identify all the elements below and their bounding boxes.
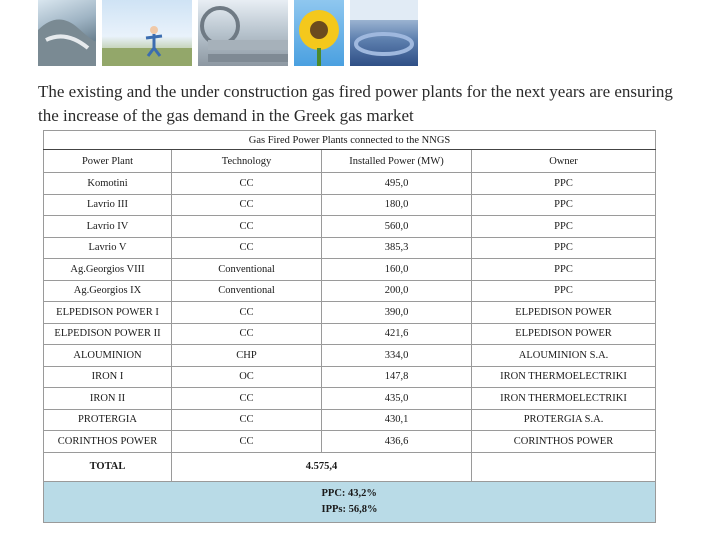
cell-installed-power: 560,0 [322,216,472,238]
cell-power-plant: Lavrio III [44,194,172,216]
cell-technology: CHP [172,345,322,367]
cell-installed-power: 200,0 [322,280,472,302]
cell-power-plant: PROTERGIA [44,409,172,431]
summary-ppc-share: PPC: 43,2% [321,487,377,499]
photo-coastal-terminal [38,0,96,66]
cell-power-plant: Komotini [44,173,172,195]
cell-owner: IRON THERMOELECTRIKI [472,366,656,388]
cell-technology: Conventional [172,280,322,302]
cell-owner: ELPEDISON POWER [472,323,656,345]
column-header-technology: Technology [172,150,322,173]
table-row [44,259,656,281]
column-header-installed-power: Installed Power (MW) [322,150,472,173]
cell-power-plant: Ag.Georgios VIII [44,259,172,281]
total-value: 4.575,4 [172,452,472,481]
page-heading: The existing and the under construction gas fired power plants for the next years are ensuring the increase of the gas demand in the Greek gas market [38,82,673,125]
total-empty-cell [472,452,656,481]
cell-power-plant: Ag.Georgios IX [44,280,172,302]
cell-owner: PPC [472,173,656,195]
table-row [44,194,656,216]
photo-gas-pipeline [198,0,288,66]
cell-owner: PPC [472,216,656,238]
table-row [44,388,656,410]
cell-technology: CC [172,194,322,216]
cell-installed-power: 180,0 [322,194,472,216]
table-body [44,173,656,453]
summary-row [44,481,656,522]
cell-power-plant: ELPEDISON POWER I [44,302,172,324]
photo-sunflower [294,0,344,66]
cell-installed-power: 435,0 [322,388,472,410]
power-plants-table-container [43,130,655,523]
cell-owner: ELPEDISON POWER [472,302,656,324]
cell-owner: PPC [472,280,656,302]
table-row [44,409,656,431]
cell-installed-power: 334,0 [322,345,472,367]
cell-technology: CC [172,409,322,431]
cell-technology: CC [172,173,322,195]
table-header-row [44,150,656,173]
cell-installed-power: 390,0 [322,302,472,324]
photo-child-in-field [102,0,192,66]
table-title: Gas Fired Power Plants connected to the NNGS [44,131,656,150]
table-row [44,302,656,324]
cell-owner: CORINTHOS POWER [472,431,656,453]
total-row [44,452,656,481]
cell-power-plant: Lavrio V [44,237,172,259]
table-title-row [44,131,656,150]
cell-technology: OC [172,366,322,388]
table-row [44,345,656,367]
table-row [44,216,656,238]
header-photo-strip [38,0,418,66]
summary-cell [44,481,656,522]
power-plants-table [43,130,656,523]
table-row [44,323,656,345]
cell-technology: CC [172,237,322,259]
column-header-power-plant: Power Plant [44,150,172,173]
cell-power-plant: IRON I [44,366,172,388]
cell-owner: ALOUMINION S.A. [472,345,656,367]
table-row [44,237,656,259]
column-header-owner: Owner [472,150,656,173]
cell-power-plant: ALOUMINION [44,345,172,367]
photo-gas-burner [350,0,418,66]
cell-owner: PPC [472,237,656,259]
cell-technology: CC [172,216,322,238]
cell-installed-power: 430,1 [322,409,472,431]
cell-installed-power: 160,0 [322,259,472,281]
cell-power-plant: CORINTHOS POWER [44,431,172,453]
table-row [44,431,656,453]
cell-owner: PPC [472,259,656,281]
cell-owner: IRON THERMOELECTRIKI [472,388,656,410]
cell-technology: CC [172,431,322,453]
cell-technology: CC [172,388,322,410]
cell-installed-power: 385,3 [322,237,472,259]
cell-owner: PROTERGIA S.A. [472,409,656,431]
cell-technology: CC [172,302,322,324]
table-row [44,366,656,388]
cell-installed-power: 421,6 [322,323,472,345]
total-label: TOTAL [44,452,172,481]
cell-owner: PPC [472,194,656,216]
table-row [44,173,656,195]
cell-power-plant: ELPEDISON POWER II [44,323,172,345]
summary-text [322,486,378,518]
cell-installed-power: 495,0 [322,173,472,195]
table-row [44,280,656,302]
cell-technology: Conventional [172,259,322,281]
cell-power-plant: Lavrio IV [44,216,172,238]
cell-installed-power: 147,8 [322,366,472,388]
cell-technology: CC [172,323,322,345]
cell-power-plant: IRON II [44,388,172,410]
summary-ipps-share: IPPs: 56,8% [321,503,378,515]
cell-installed-power: 436,6 [322,431,472,453]
